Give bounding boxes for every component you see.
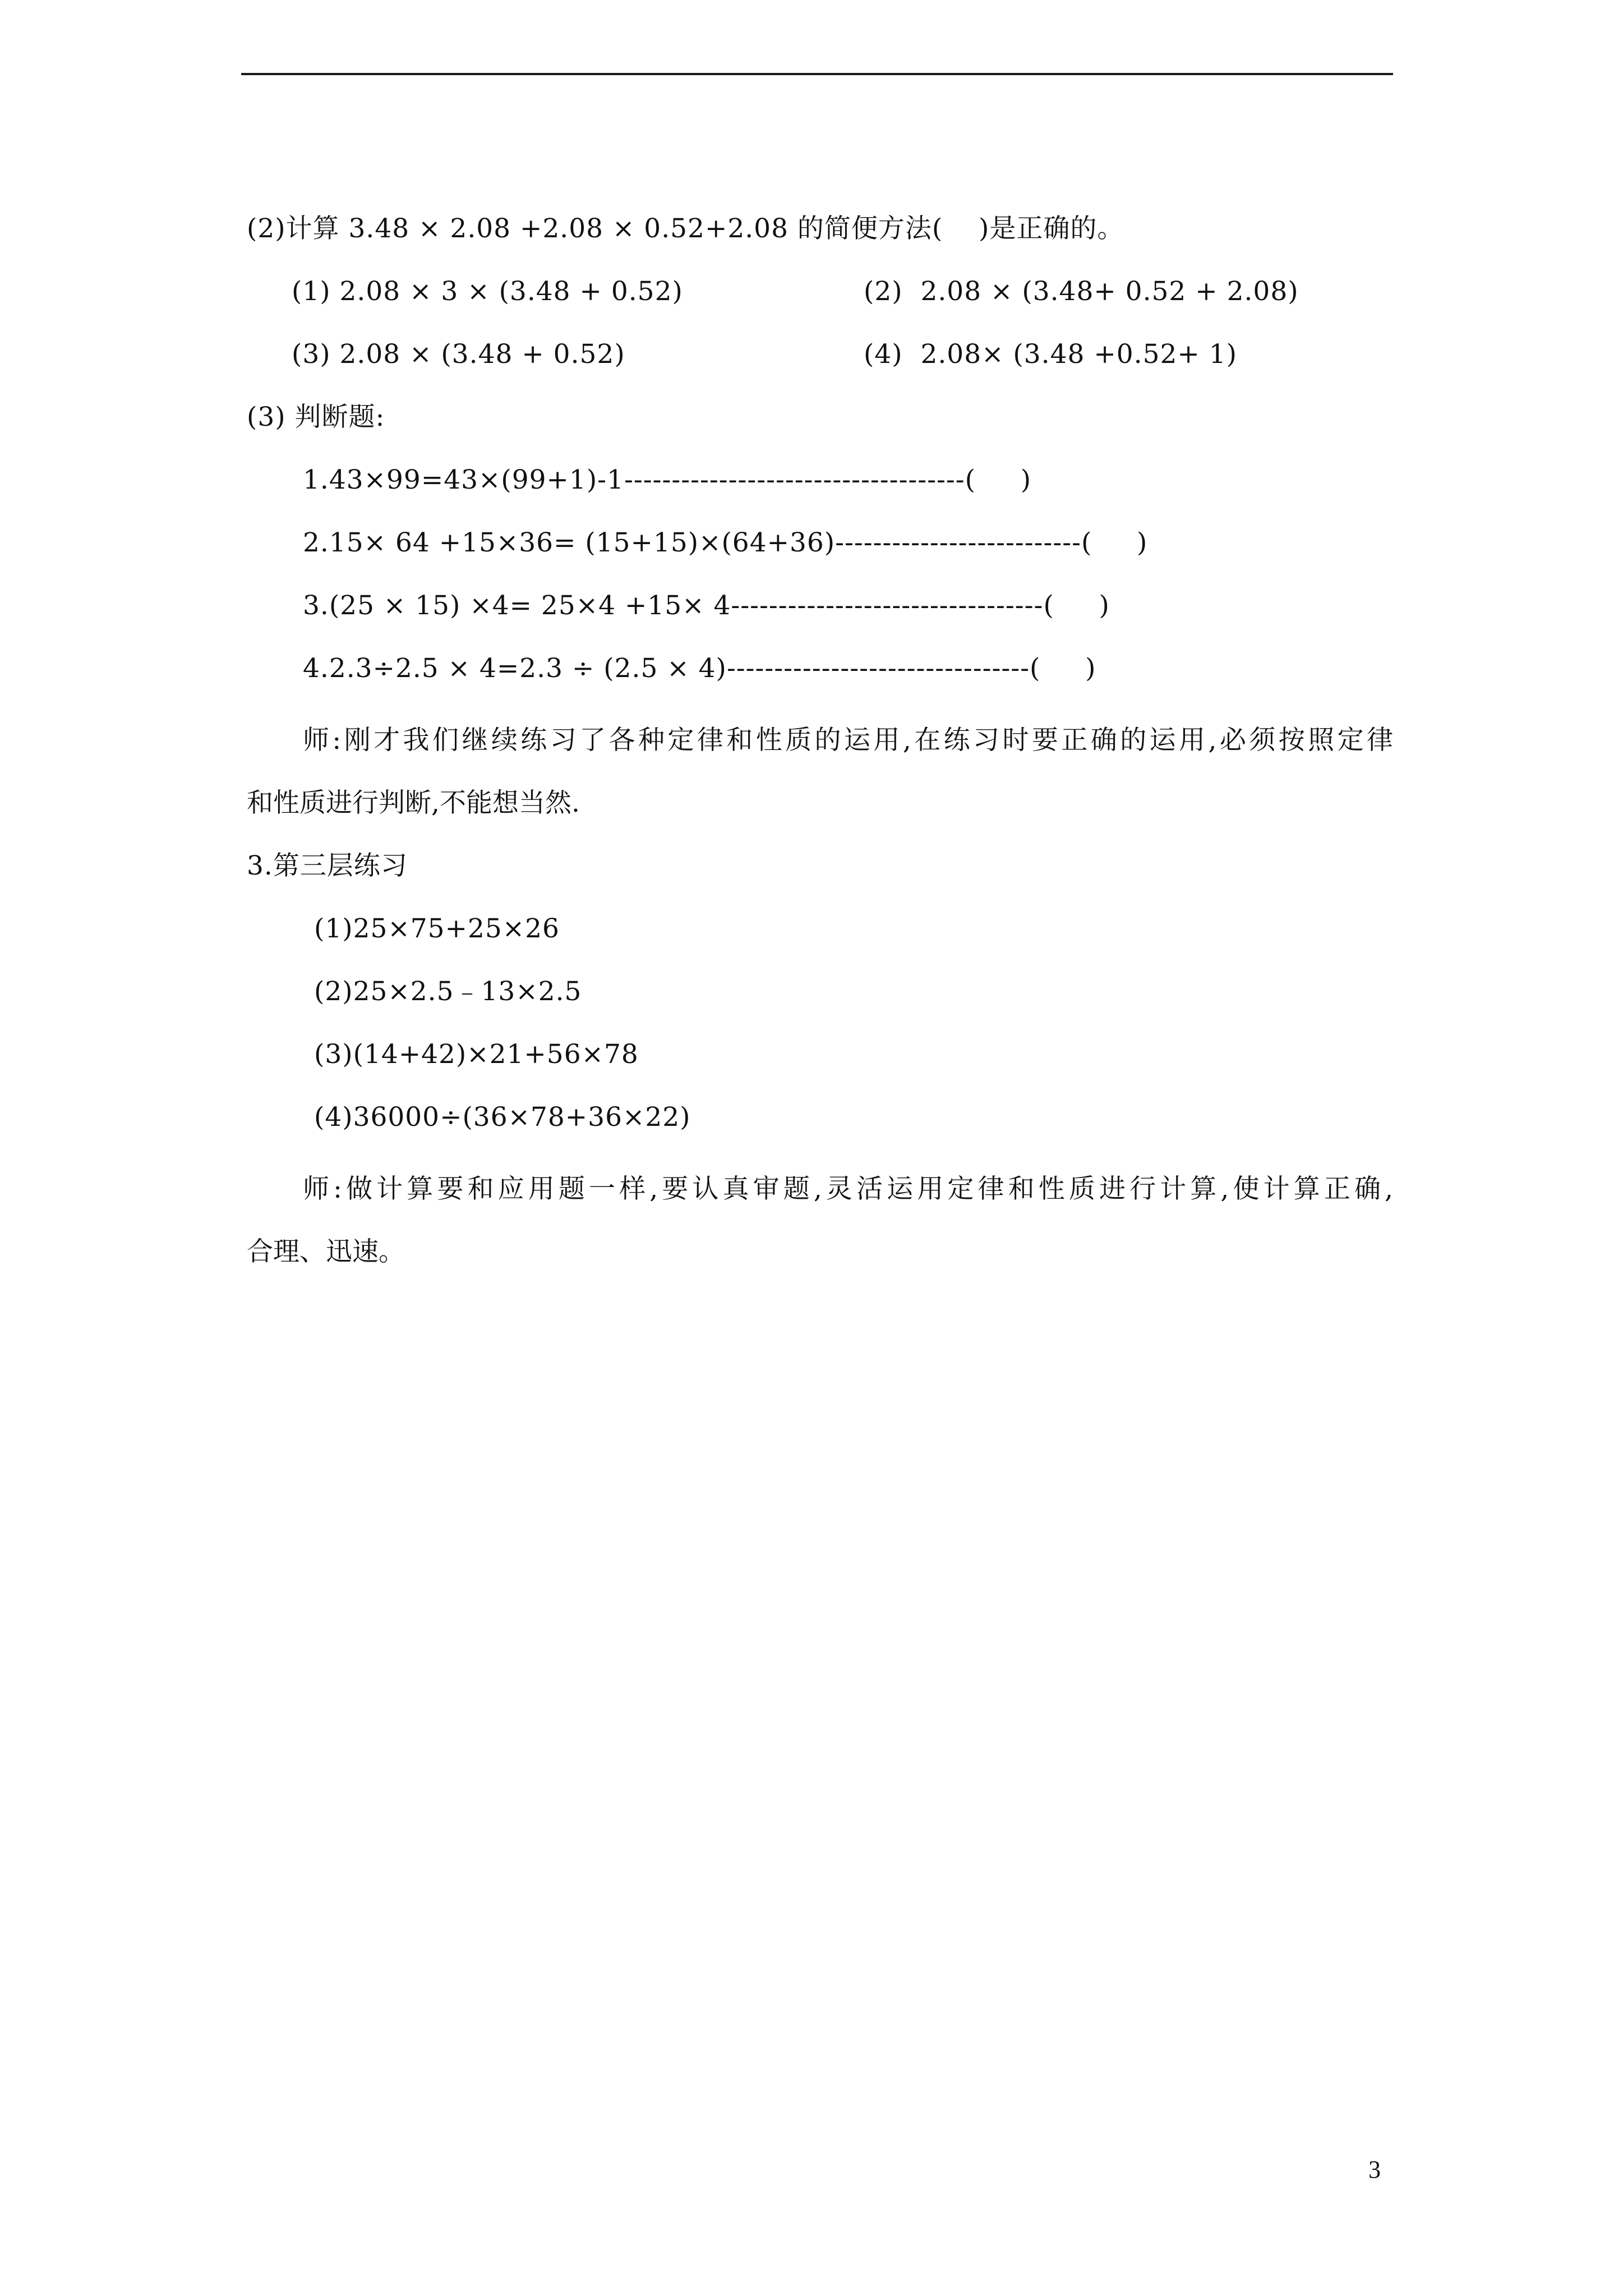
question-3-heading: (3) 判断题: xyxy=(247,402,385,432)
question-2-option-4: (4) 2.08× (3.48 +0.52+ 1) xyxy=(864,339,1237,370)
judgment-item-4: 4.2.3÷2.5 × 4=2.3 ÷ (2.5 × 4)--------------------------------( ) xyxy=(303,653,1096,684)
question-2-stem: (2)计算 3.48 × 2.08 +2.08 × 0.52+2.08 的简便方法( )是正确的。 xyxy=(247,213,1124,244)
teacher-remark-1-line-2: 和性质进行判断,不能想当然. xyxy=(247,788,580,818)
practice-item-2: (2)25×2.5﹣13×2.5 xyxy=(314,976,582,1007)
teacher-remark-2-line-1: 师:做计算要和应用题一样,要认真审题,灵活运用定律和性质进行计算,使计算正确, xyxy=(303,1174,1393,1204)
header-rule xyxy=(241,73,1393,75)
page-number: 3 xyxy=(1368,2156,1381,2183)
question-2-option-2: (2) 2.08 × (3.48+ 0.52 + 2.08) xyxy=(864,276,1299,307)
teacher-remark-1-line-1: 师:刚才我们继续练习了各种定律和性质的运用,在练习时要正确的运用,必须按照定律 xyxy=(303,725,1393,756)
question-2-option-3: (3) 2.08 × (3.48 + 0.52) xyxy=(292,339,625,370)
judgment-item-2: 2.15× 64 +15×36= (15+15)×(64+36)--------------------------( ) xyxy=(303,527,1148,558)
practice-item-4: (4)36000÷(36×78+36×22) xyxy=(314,1102,691,1133)
section-3-heading: 3.第三层练习 xyxy=(247,850,408,881)
practice-item-1: (1)25×75+25×26 xyxy=(314,913,560,944)
question-2-option-1: (1) 2.08 × 3 × (3.48 + 0.52) xyxy=(292,276,683,307)
teacher-remark-2-line-2: 合理、迅速。 xyxy=(247,1236,405,1267)
judgment-item-3: 3.(25 × 15) ×4= 25×4 +15× 4---------------------------------( ) xyxy=(303,590,1110,621)
judgment-item-1: 1.43×99=43×(99+1)-1------------------------------------( ) xyxy=(303,464,1032,495)
practice-item-3: (3)(14+42)×21+56×78 xyxy=(314,1039,639,1070)
